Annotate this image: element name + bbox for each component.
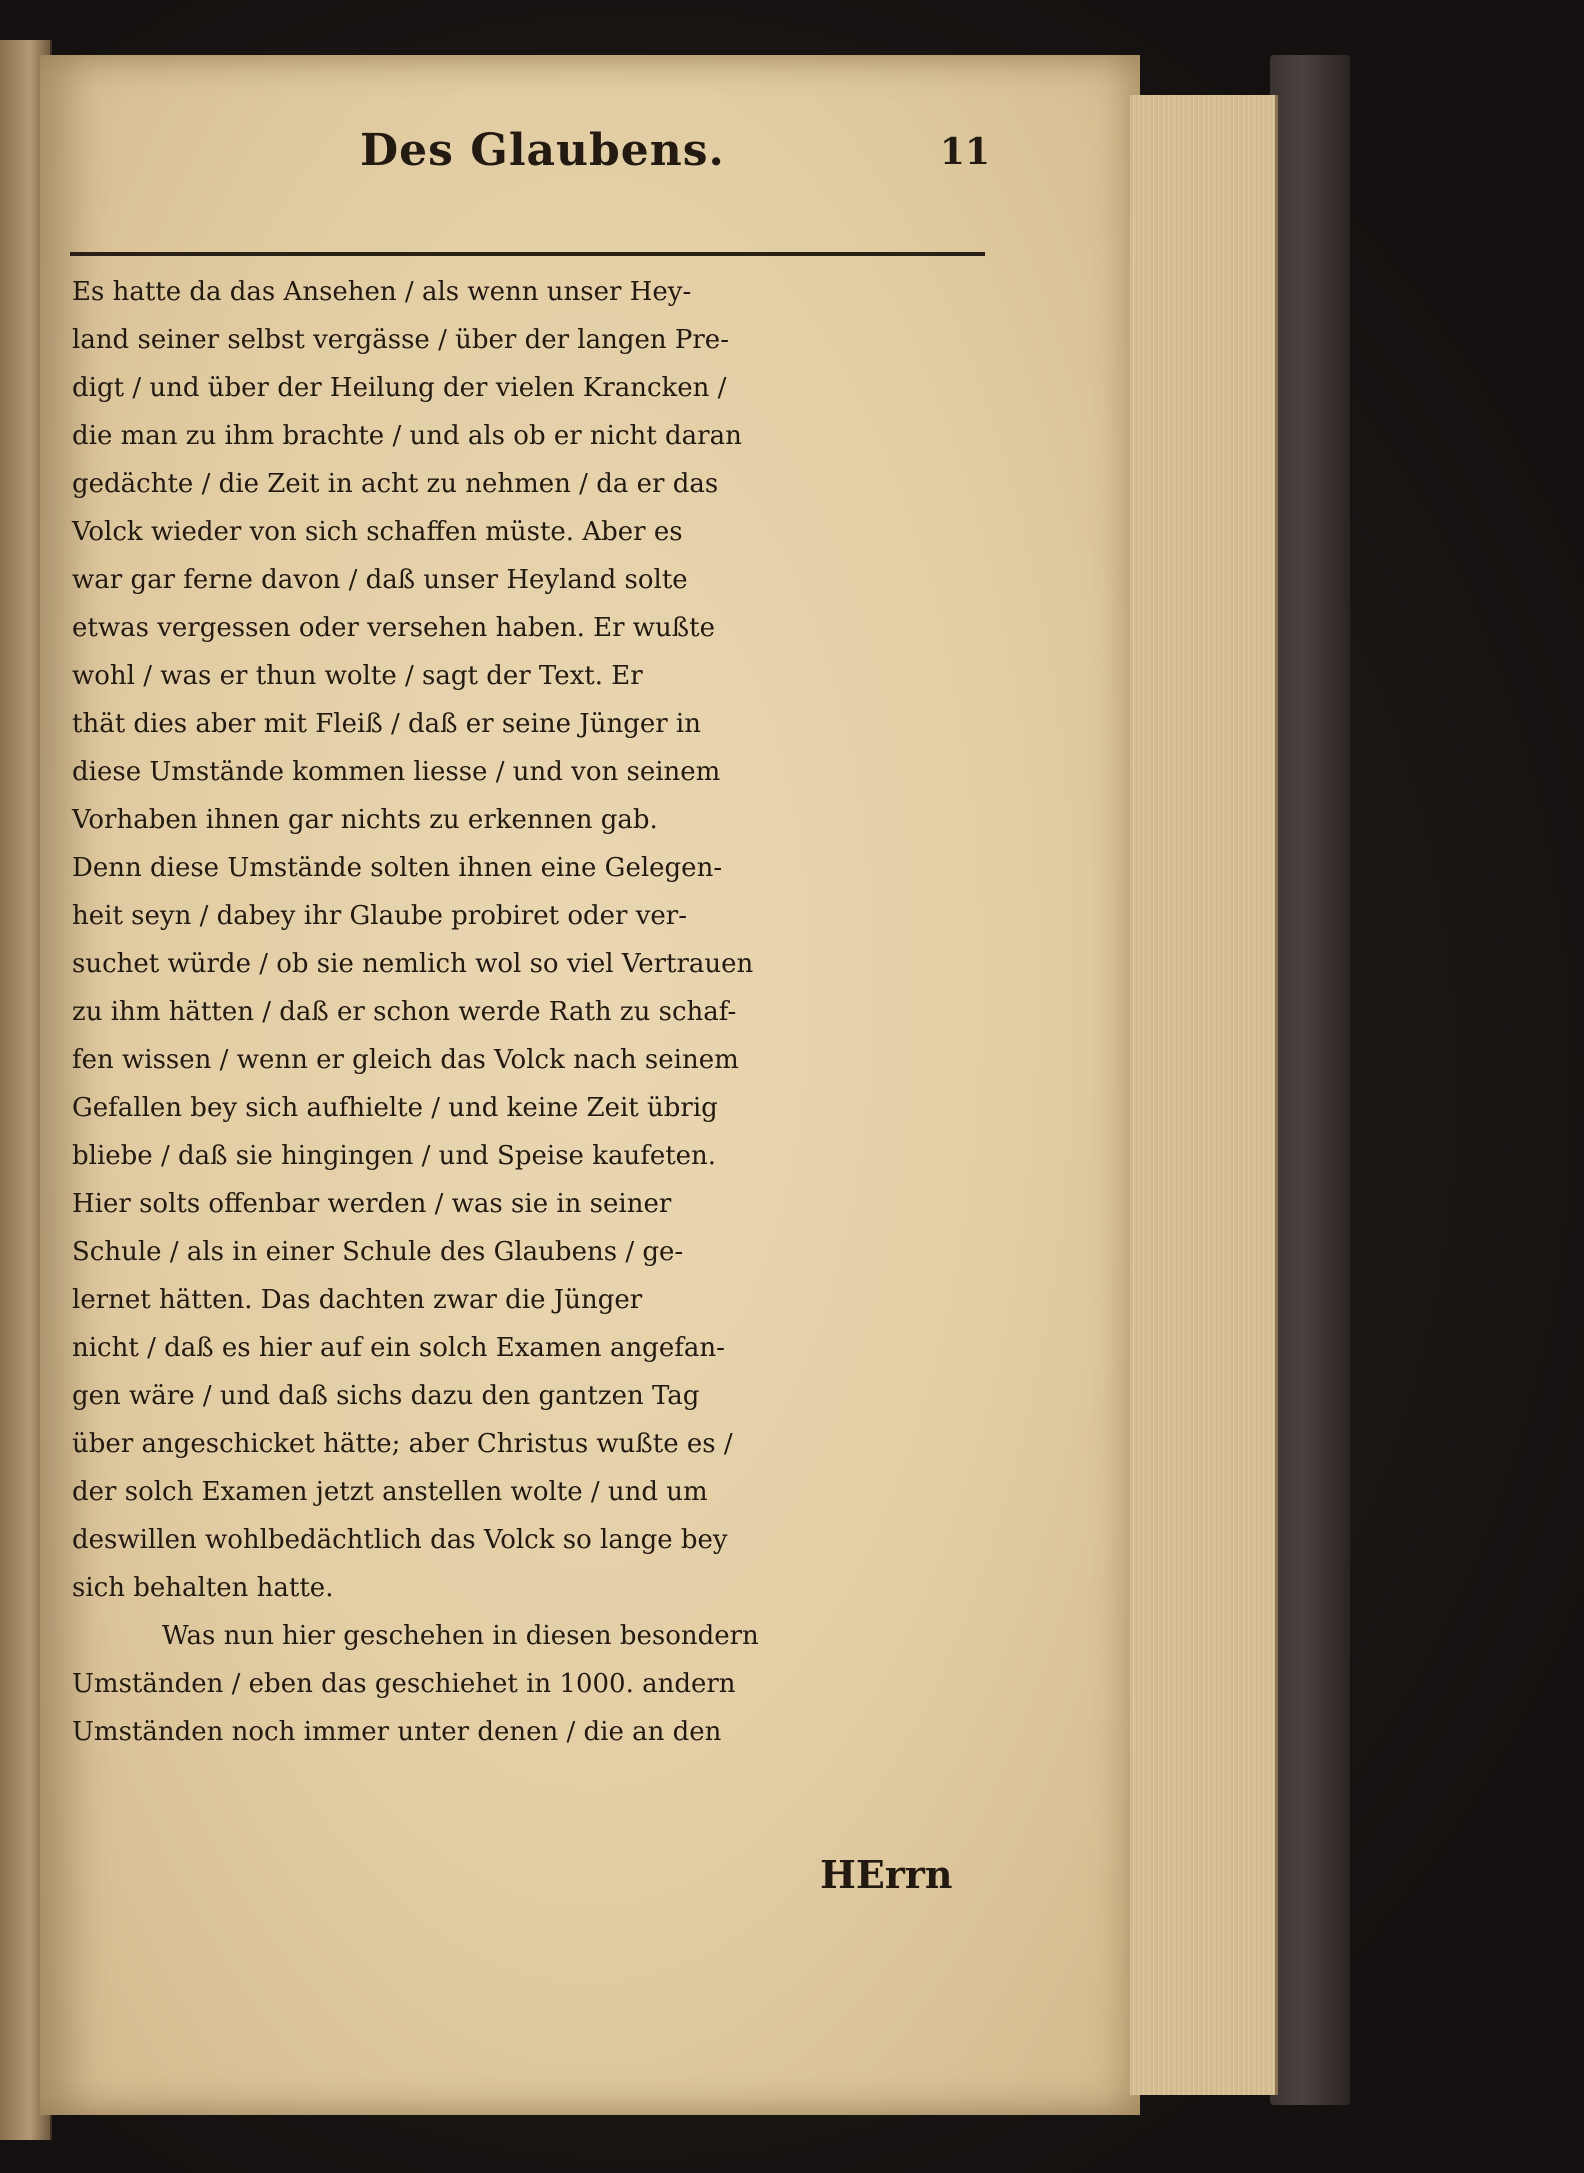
- text-line: gen wäre / und daß sichs dazu den gantzen Tag: [72, 1381, 700, 1411]
- text-line: die man zu ihm brachte / und als ob er nicht daran: [72, 421, 742, 451]
- text-line: Umständen / eben das geschiehet in 1000. andern: [72, 1669, 736, 1699]
- text-line: nicht / daß es hier auf ein solch Examen angefan-: [72, 1333, 725, 1363]
- page-number: 11: [939, 131, 990, 173]
- text-line: Es hatte da das Ansehen / als wenn unser Hey-: [72, 277, 692, 307]
- book-cover-edge: [1270, 55, 1350, 2105]
- text-line: zu ihm hätten / daß er schon werde Rath zu schaf-: [72, 997, 737, 1027]
- text-line: über angeschicket hätte; aber Christus wußte es /: [72, 1429, 733, 1459]
- text-line: digt / und über der Heilung der vielen Krancken /: [72, 373, 727, 403]
- text-line: suchet würde / ob sie nemlich wol so viel Vertrauen: [72, 949, 754, 979]
- text-line: Hier solts offenbar werden / was sie in seiner: [72, 1189, 672, 1219]
- text-line: der solch Examen jetzt anstellen wolte / und um: [72, 1477, 708, 1507]
- text-line: fen wissen / wenn er gleich das Volck nach seinem: [72, 1045, 739, 1075]
- body-text: [72, 268, 992, 1756]
- text-line: etwas vergessen oder versehen haben. Er wußte: [72, 613, 715, 643]
- page-header: [70, 125, 990, 195]
- header-rule: [70, 252, 985, 256]
- text-line: Volck wieder von sich schaffen müste. Aber es: [72, 517, 683, 547]
- text-line: diese Umstände kommen liesse / und von seinem: [72, 757, 721, 787]
- text-line: Umständen noch immer unter denen / die an den: [72, 1717, 722, 1747]
- text-line: Schule / als in einer Schule des Glaubens / ge-: [72, 1237, 684, 1267]
- text-line: bliebe / daß sie hingingen / und Speise kaufeten.: [72, 1141, 717, 1171]
- running-title: Des Glaubens.: [360, 125, 725, 176]
- text-line: wohl / was er thun wolte / sagt der Text. Er: [72, 661, 643, 691]
- catchword: HErrn: [820, 1852, 953, 1897]
- text-line: thät dies aber mit Fleiß / daß er seine Jünger in: [72, 709, 701, 739]
- text-line: Gefallen bey sich aufhielte / und keine Zeit übrig: [72, 1093, 718, 1123]
- text-line: deswillen wohlbedächtlich das Volck so lange bey: [72, 1525, 728, 1555]
- text-line: war gar ferne davon / daß unser Heyland solte: [72, 565, 688, 595]
- text-line: Vorhaben ihnen gar nichts zu erkennen gab.: [72, 805, 658, 835]
- text-line: lernet hätten. Das dachten zwar die Jünger: [72, 1285, 643, 1315]
- text-line: sich behalten hatte.: [72, 1573, 334, 1603]
- text-line: Denn diese Umstände solten ihnen eine Gelegen-: [72, 853, 723, 883]
- text-line: Was nun hier geschehen in diesen besondern: [162, 1621, 759, 1651]
- text-line: heit seyn / dabey ihr Glaube probiret oder ver-: [72, 901, 687, 931]
- text-line: gedächte / die Zeit in acht zu nehmen / da er das: [72, 469, 719, 499]
- page-block-edges: [1130, 95, 1278, 2095]
- text-line: land seiner selbst vergässe / über der langen Pre-: [72, 325, 729, 355]
